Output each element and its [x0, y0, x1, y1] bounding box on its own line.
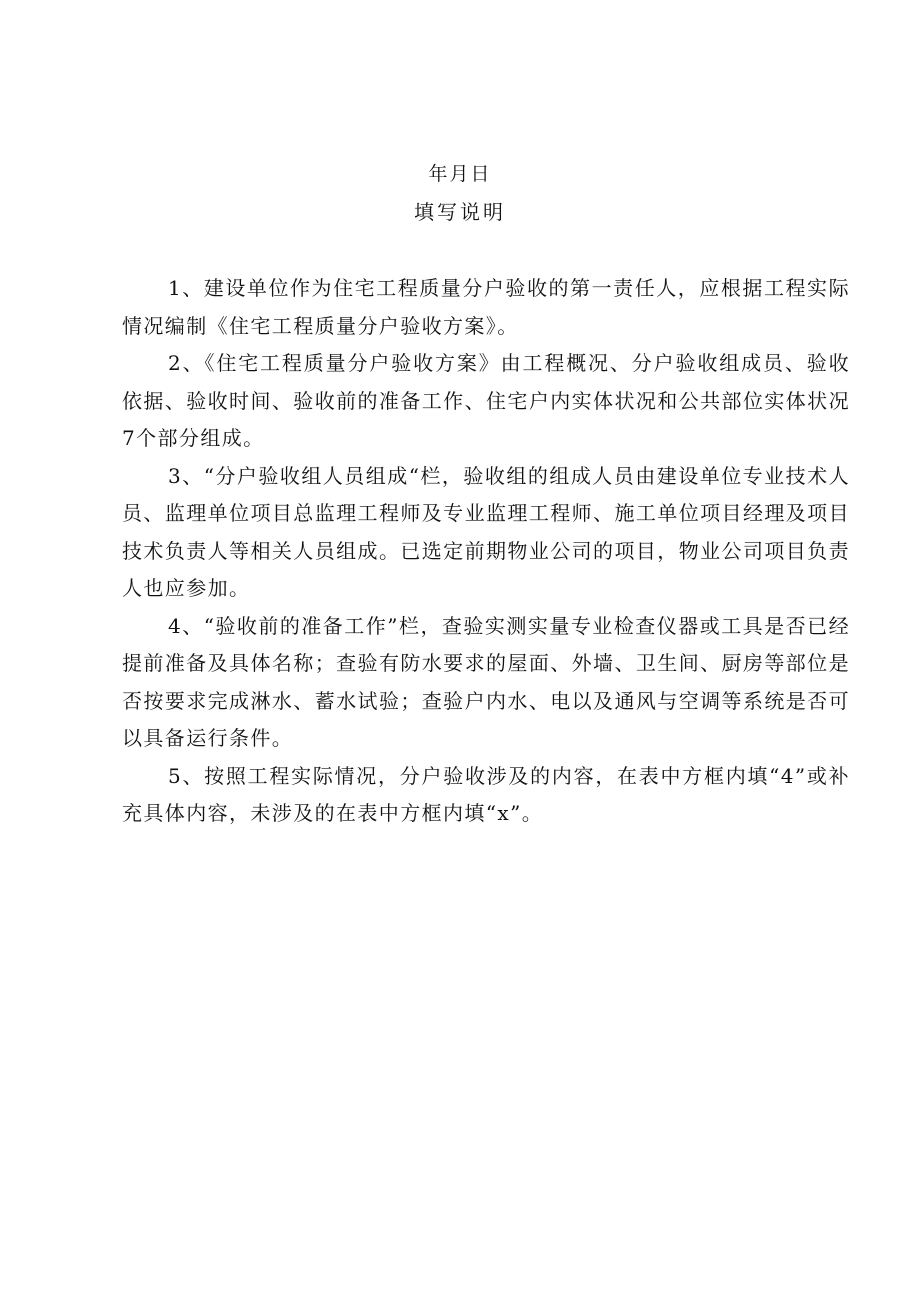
instructions-body	[122, 270, 850, 833]
instruction-item-3: 3、“分户验收组人员组成“栏，验收组的组成人员由建设单位专业技术人员、监理单位项目总监理工程师及专业监理工程师、施工单位项目经理及项目技术负责人等相关人员组成。已选定前期物业公司的项目，物业公司项目负责人也应参加。	[122, 463, 850, 600]
date-line: 年月日	[428, 163, 492, 185]
page-title: 填写说明	[414, 200, 506, 224]
instruction-item-5: 5、按照工程实际情况，分户验收涉及的内容，在表中方框内填“4”或补充具体内容，未涉及的在表中方框内填“x”。	[122, 763, 850, 825]
instruction-item-1: 1、建设单位作为住宅工程质量分户验收的第一责任人，应根据工程实际情况编制《住宅工程质量分户验收方案》。	[122, 276, 850, 338]
instruction-item-2: 2、《住宅工程质量分户验收方案》由工程概况、分户验收组成员、验收依据、验收时间、验收前的准备工作、住宅户内实体状况和公共部位实体状况7个部分组成。	[122, 351, 850, 450]
instruction-item-4: 4、“验收前的准备工作”栏，查验实测实量专业检查仪器或工具是否已经提前准备及具体名称；查验有防水要求的屋面、外墙、卫生间、厨房等部位是否按要求完成淋水、蓄水试验；查验户内水、电以及通风与空调等系统是否可以具备运行条件。	[122, 613, 850, 750]
